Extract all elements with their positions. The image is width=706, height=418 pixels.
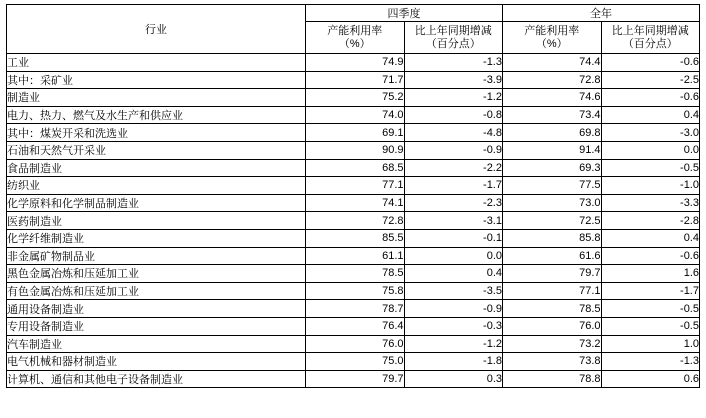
cell-yr-rate: 73.2 bbox=[503, 335, 602, 353]
cell-yr-rate: 78.5 bbox=[503, 300, 602, 318]
row-label: 计算机、通信和其他电子设备制造业 bbox=[7, 370, 306, 388]
table-row bbox=[7, 282, 700, 300]
row-label: 其中：采矿业 bbox=[7, 71, 306, 89]
cell-q4-change: -1.8 bbox=[404, 353, 503, 371]
table-row bbox=[7, 229, 700, 247]
cell-q4-rate: 85.5 bbox=[306, 229, 405, 247]
header-row-groups bbox=[7, 5, 700, 22]
header-q4-change bbox=[404, 22, 503, 54]
cell-q4-change: -3.1 bbox=[404, 212, 503, 230]
cell-q4-change: -4.8 bbox=[404, 124, 503, 142]
cell-yr-rate: 74.6 bbox=[503, 89, 602, 107]
table-row bbox=[7, 177, 700, 195]
header-year-rate-line2: （%） bbox=[535, 37, 568, 50]
row-label: 电气机械和器材制造业 bbox=[7, 353, 306, 371]
cell-q4-rate: 61.1 bbox=[306, 247, 405, 265]
cell-yr-change: -0.5 bbox=[601, 300, 700, 318]
cell-q4-rate: 90.9 bbox=[306, 141, 405, 159]
row-label: 石油和天然气开采业 bbox=[7, 141, 306, 159]
cell-yr-change: 1.6 bbox=[601, 265, 700, 283]
table-row bbox=[7, 159, 700, 177]
cell-yr-rate: 73.8 bbox=[503, 353, 602, 371]
cell-yr-change: 0.0 bbox=[601, 141, 700, 159]
cell-q4-rate: 74.9 bbox=[306, 54, 405, 72]
row-label: 纺织业 bbox=[7, 177, 306, 195]
table-row bbox=[7, 317, 700, 335]
header-group-q4: 四季度 bbox=[306, 5, 503, 22]
row-label: 医药制造业 bbox=[7, 212, 306, 230]
header-q4-rate-line1: 产能利用率 bbox=[327, 24, 383, 37]
cell-yr-rate: 77.1 bbox=[503, 282, 602, 300]
cell-yr-rate: 61.6 bbox=[503, 247, 602, 265]
table-row bbox=[7, 247, 700, 265]
cell-yr-change: -0.5 bbox=[601, 159, 700, 177]
header-q4-rate bbox=[306, 22, 405, 54]
row-label: 非金属矿物制品业 bbox=[7, 247, 306, 265]
cell-yr-rate: 85.8 bbox=[503, 229, 602, 247]
cell-q4-change: -3.5 bbox=[404, 282, 503, 300]
cell-q4-change: 0.4 bbox=[404, 265, 503, 283]
cell-yr-rate: 72.5 bbox=[503, 212, 602, 230]
cell-yr-rate: 69.8 bbox=[503, 124, 602, 142]
cell-yr-change: -1.0 bbox=[601, 177, 700, 195]
cell-yr-rate: 72.8 bbox=[503, 71, 602, 89]
cell-q4-rate: 68.5 bbox=[306, 159, 405, 177]
cell-q4-rate: 71.7 bbox=[306, 71, 405, 89]
cell-q4-rate: 76.0 bbox=[306, 335, 405, 353]
cell-q4-change: 0.0 bbox=[404, 247, 503, 265]
cell-yr-rate: 74.4 bbox=[503, 54, 602, 72]
cell-q4-change: -2.3 bbox=[404, 194, 503, 212]
cell-q4-change: -1.2 bbox=[404, 335, 503, 353]
cell-yr-rate: 76.0 bbox=[503, 317, 602, 335]
row-label: 制造业 bbox=[7, 89, 306, 107]
cell-q4-change: -1.2 bbox=[404, 89, 503, 107]
cell-yr-change: 1.0 bbox=[601, 335, 700, 353]
cell-yr-change: -3.3 bbox=[601, 194, 700, 212]
header-year-rate bbox=[503, 22, 602, 54]
cell-yr-change: -0.6 bbox=[601, 247, 700, 265]
capacity-utilization-table bbox=[6, 4, 700, 388]
cell-yr-change: 0.4 bbox=[601, 229, 700, 247]
row-label: 其中：煤炭开采和洗选业 bbox=[7, 124, 306, 142]
cell-q4-rate: 72.8 bbox=[306, 212, 405, 230]
cell-yr-rate: 77.5 bbox=[503, 177, 602, 195]
cell-yr-change: -3.0 bbox=[601, 124, 700, 142]
header-year-rate-line1: 产能利用率 bbox=[524, 24, 580, 37]
cell-q4-change: -1.3 bbox=[404, 54, 503, 72]
cell-q4-change: -3.9 bbox=[404, 71, 503, 89]
cell-q4-change: -2.2 bbox=[404, 159, 503, 177]
table-row bbox=[7, 141, 700, 159]
table-row bbox=[7, 194, 700, 212]
cell-q4-change: -0.9 bbox=[404, 300, 503, 318]
row-label: 汽车制造业 bbox=[7, 335, 306, 353]
cell-q4-change: -0.8 bbox=[404, 106, 503, 124]
table-row bbox=[7, 106, 700, 124]
cell-yr-change: -0.6 bbox=[601, 54, 700, 72]
table-body bbox=[7, 54, 700, 388]
row-label: 化学原料和化学制品制造业 bbox=[7, 194, 306, 212]
cell-q4-rate: 74.1 bbox=[306, 194, 405, 212]
table-row bbox=[7, 335, 700, 353]
cell-q4-change: 0.3 bbox=[404, 370, 503, 388]
cell-yr-change: 0.6 bbox=[601, 370, 700, 388]
row-label: 化学纤维制造业 bbox=[7, 229, 306, 247]
table-row bbox=[7, 71, 700, 89]
cell-q4-change: -1.7 bbox=[404, 177, 503, 195]
row-label: 电力、热力、燃气及水生产和供应业 bbox=[7, 106, 306, 124]
table-row bbox=[7, 54, 700, 72]
row-label: 专用设备制造业 bbox=[7, 317, 306, 335]
cell-yr-change: -1.3 bbox=[601, 353, 700, 371]
cell-yr-change: -2.5 bbox=[601, 71, 700, 89]
cell-q4-rate: 79.7 bbox=[306, 370, 405, 388]
cell-q4-rate: 75.8 bbox=[306, 282, 405, 300]
header-q4-change-line1: 比上年同期增减 bbox=[414, 24, 492, 37]
cell-yr-rate: 73.0 bbox=[503, 194, 602, 212]
cell-yr-rate: 79.7 bbox=[503, 265, 602, 283]
cell-yr-rate: 69.3 bbox=[503, 159, 602, 177]
cell-q4-rate: 74.0 bbox=[306, 106, 405, 124]
row-label: 有色金属冶炼和压延加工业 bbox=[7, 282, 306, 300]
cell-q4-change: -0.1 bbox=[404, 229, 503, 247]
header-year-change-line1: 比上年同期增减 bbox=[611, 24, 689, 37]
table-row bbox=[7, 353, 700, 371]
cell-yr-change: -0.6 bbox=[601, 89, 700, 107]
header-group-year: 全年 bbox=[503, 5, 700, 22]
cell-yr-change: -0.5 bbox=[601, 317, 700, 335]
cell-yr-rate: 78.8 bbox=[503, 370, 602, 388]
table-row bbox=[7, 370, 700, 388]
header-industry: 行业 bbox=[7, 5, 306, 54]
row-label: 食品制造业 bbox=[7, 159, 306, 177]
row-label: 工业 bbox=[7, 54, 306, 72]
header-year-change bbox=[601, 22, 700, 54]
cell-yr-change: 0.4 bbox=[601, 106, 700, 124]
table-row bbox=[7, 300, 700, 318]
header-q4-change-line2: （百分点） bbox=[425, 37, 481, 50]
cell-yr-change: -1.7 bbox=[601, 282, 700, 300]
header-year-change-line2: （百分点） bbox=[622, 37, 678, 50]
cell-q4-rate: 69.1 bbox=[306, 124, 405, 142]
row-label: 黑色金属冶炼和压延加工业 bbox=[7, 265, 306, 283]
cell-yr-change: -2.8 bbox=[601, 212, 700, 230]
cell-yr-rate: 73.4 bbox=[503, 106, 602, 124]
cell-yr-rate: 91.4 bbox=[503, 141, 602, 159]
cell-q4-rate: 78.7 bbox=[306, 300, 405, 318]
cell-q4-rate: 75.2 bbox=[306, 89, 405, 107]
table-row bbox=[7, 89, 700, 107]
table-head bbox=[7, 5, 700, 54]
cell-q4-rate: 77.1 bbox=[306, 177, 405, 195]
table-row bbox=[7, 212, 700, 230]
row-label: 通用设备制造业 bbox=[7, 300, 306, 318]
cell-q4-change: -0.9 bbox=[404, 141, 503, 159]
cell-q4-rate: 76.4 bbox=[306, 317, 405, 335]
cell-q4-rate: 75.0 bbox=[306, 353, 405, 371]
table-row bbox=[7, 265, 700, 283]
cell-q4-rate: 78.5 bbox=[306, 265, 405, 283]
header-q4-rate-line2: （%） bbox=[338, 37, 371, 50]
cell-q4-change: -0.3 bbox=[404, 317, 503, 335]
table-row bbox=[7, 124, 700, 142]
